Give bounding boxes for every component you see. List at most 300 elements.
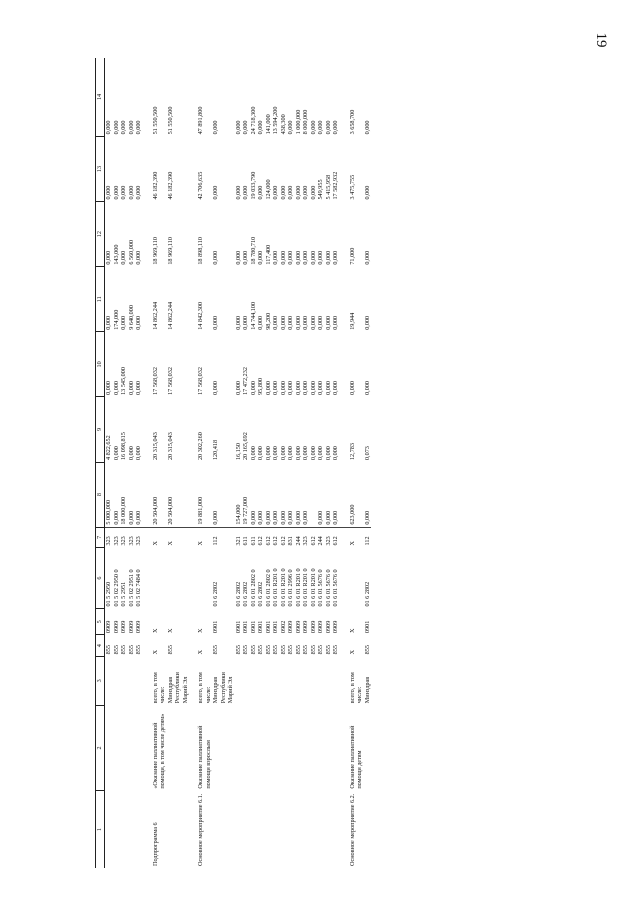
spacer-cell [143, 791, 152, 868]
table-cell: 855 [249, 645, 257, 655]
table-cell: 0,000 [309, 120, 317, 135]
table-cell: 611 [242, 536, 249, 546]
table-cell: 17 582,932 [332, 171, 339, 200]
table-cell [317, 791, 325, 868]
table-cell: X [151, 628, 159, 633]
table-cell: X [197, 541, 204, 546]
table-cell: 3 475,755 [348, 174, 356, 200]
table-cell: Минздрав Республики Марий Эл [166, 672, 189, 704]
table-cell: 5 415,958 [324, 174, 332, 200]
spacer-cell [340, 527, 349, 547]
table-cell: 17 568,032 [197, 367, 204, 395]
table-cell: 0,000 [363, 185, 371, 200]
table-cell: 0,000 [105, 185, 112, 200]
table-cell: 0909 [287, 620, 294, 633]
table-cell: 0,000 [264, 446, 272, 461]
spacer-cell [143, 527, 152, 547]
table-cell: 549,955 [317, 179, 324, 200]
table-cell: 855 [105, 645, 112, 655]
table-cell: 0,000 [120, 185, 127, 200]
table-cell: 0,000 [364, 462, 372, 527]
table-cell: Минздрав [363, 676, 371, 704]
table-cell: 0909 [294, 620, 302, 633]
table-cell [105, 656, 113, 705]
table-cell: 0,000 [325, 462, 333, 527]
table-cell: X [166, 541, 174, 546]
table-cell: 0,000 [127, 120, 135, 135]
column-header: 14 [96, 58, 105, 136]
table-cell: 20 315,043 [151, 432, 159, 461]
column-header: 5 [96, 609, 105, 635]
table-cell [310, 705, 318, 790]
table-cell: всего, в том числе: [348, 672, 363, 704]
table-cell: 01 6 01 R201 0 [272, 568, 279, 607]
table-cell [257, 656, 265, 705]
table-cell: 0,000 [302, 462, 310, 527]
spacer-cell [340, 791, 349, 868]
table-cell: 323 [135, 536, 142, 546]
table-row [152, 58, 167, 868]
spacer-cell [143, 332, 152, 397]
table-cell [235, 656, 243, 705]
table-cell: 0,000 [317, 446, 324, 461]
table-cell [287, 705, 295, 790]
spacer-cell [143, 202, 152, 267]
table-cell [310, 656, 318, 705]
table-cell: 855 [264, 645, 272, 655]
table-cell: 0,000 [302, 446, 309, 461]
table-cell: 0,000 [279, 446, 287, 461]
table-cell: Основное мероприятие 6.1. [197, 793, 204, 866]
table-cell: 8 000,000 [302, 109, 309, 135]
table-cell: 0901 [264, 620, 272, 633]
table-cell [295, 791, 303, 868]
spacer-cell [189, 462, 197, 527]
table-cell: 0909 [105, 620, 112, 633]
table-cell [128, 791, 136, 868]
spacer-cell [143, 548, 152, 609]
table-row [287, 58, 295, 868]
table-row [235, 58, 243, 868]
table-cell: 612 [332, 536, 339, 546]
table-cell: 0909 [309, 620, 317, 633]
table-row [310, 58, 318, 868]
table-cell [364, 791, 372, 868]
table-cell: 17 568,032 [151, 367, 159, 395]
table-cell: 855 [279, 645, 287, 655]
table-cell [265, 705, 273, 790]
table-cell [272, 791, 280, 868]
table-cell [235, 791, 243, 868]
table-cell: 611 [249, 536, 257, 546]
table-cell [250, 791, 258, 868]
table-cell: 0,000 [257, 120, 264, 135]
table-cell: 01 5 02 2951 0 [127, 569, 135, 607]
table-cell: 0,000 [309, 185, 317, 200]
table-row [272, 58, 280, 868]
table-cell: 831 [287, 536, 294, 546]
table-cell: 6 560,000 [127, 239, 135, 265]
table-cell: 0,000 [242, 185, 249, 200]
table-cell: 0,000 [112, 380, 120, 395]
table-cell: 0,000 [287, 380, 294, 395]
table-cell [242, 705, 250, 790]
spacer-cell [143, 58, 152, 136]
table-cell [265, 791, 273, 868]
table-cell: 141,000 [264, 114, 272, 135]
table-cell [302, 656, 310, 705]
table-cell: X [348, 649, 356, 655]
table-cell: 0,000 [280, 462, 288, 527]
table-cell: 14 842,300 [197, 301, 204, 330]
table-cell: 0,000 [264, 380, 272, 395]
table-cell [250, 656, 258, 705]
table-cell: 0,000 [257, 446, 264, 461]
table-cell: 0,000 [105, 315, 112, 330]
table-cell: 0,000 [287, 315, 294, 330]
table-cell: 13 594,200 [272, 106, 279, 135]
table-cell: 0,000 [242, 315, 249, 330]
spacer-cell [189, 58, 197, 136]
table-cell: 0901 [234, 620, 242, 633]
table-cell: 46 182,390 [151, 171, 159, 200]
table-cell: 01 6 01 5676 0 [332, 569, 339, 607]
table-cell [135, 705, 143, 790]
table-cell [257, 705, 265, 790]
table-cell: 0,000 [257, 250, 264, 265]
table-cell [295, 656, 303, 705]
column-header: 13 [96, 136, 105, 201]
table-row [105, 58, 113, 868]
table-cell: 154,000 [235, 462, 243, 527]
table-cell: 0,000 [309, 250, 317, 265]
spacer-cell [340, 635, 349, 656]
spacer-cell [189, 136, 197, 201]
table-cell: 112 [212, 536, 219, 546]
spacer-cell [340, 705, 349, 790]
table-cell: 1 000,000 [294, 109, 302, 135]
table-cell: 855 [317, 645, 324, 655]
table-cell: 855 [272, 645, 279, 655]
table-cell: 855 [287, 645, 294, 655]
table-cell: 51 550,500 [166, 106, 174, 135]
table-row [280, 58, 288, 868]
table-cell: 0,000 [234, 315, 242, 330]
spacer-cell [340, 656, 349, 705]
row-spacer [143, 58, 152, 868]
table-cell: всего, в том числе: [151, 672, 166, 704]
table-cell: 323 [105, 536, 112, 546]
table-cell: 0,000 [302, 315, 309, 330]
table-cell [167, 705, 190, 790]
table-cell: 0,000 [324, 120, 332, 135]
table-cell: 0,000 [332, 315, 339, 330]
table-cell: 0,000 [127, 380, 135, 395]
table-cell: 612 [264, 536, 272, 546]
table-cell: 0909 [127, 620, 135, 633]
table-cell: 0,000 [120, 250, 127, 265]
table-cell: 612 [272, 536, 279, 546]
table-cell: 01 6 01 2802 0 [264, 569, 272, 607]
table-cell: 0,000 [234, 380, 242, 395]
page-number: 19 [593, 32, 609, 48]
table-cell: 855 [294, 645, 302, 655]
table-cell [128, 656, 136, 705]
table-cell: 17 568,032 [166, 367, 174, 395]
table-cell: 0,000 [324, 380, 332, 395]
table-cell: 0,000 [363, 120, 371, 135]
table-row [332, 58, 340, 868]
table-cell [325, 656, 333, 705]
table-cell: X [197, 628, 204, 633]
table-cell: 3 658,700 [348, 109, 356, 135]
spacer-cell [189, 635, 197, 656]
table-cell [167, 791, 190, 868]
table-cell: 16 098,815 [120, 432, 127, 461]
table-row [265, 58, 273, 868]
table-cell: 01 6 01 R201 0 [302, 568, 309, 607]
table-cell: X [166, 628, 174, 633]
table-cell: 01 6 2802 [212, 581, 219, 607]
spacer-cell [143, 397, 152, 462]
table-cell: 98,200 [264, 312, 272, 330]
table-cell [257, 791, 265, 868]
table-cell: 0,000 [105, 380, 112, 395]
table-cell [295, 705, 303, 790]
table-cell: 0,000 [234, 250, 242, 265]
table-cell: 0,000 [309, 315, 317, 330]
table-cell [212, 705, 235, 790]
table-cell: 18 898,110 [197, 237, 204, 265]
table-cell: 01 6 01 5676 0 [317, 569, 324, 607]
table-cell [287, 791, 295, 868]
table-cell: 01 6 01 R201 0 [294, 568, 302, 607]
table-cell: 120,418 [212, 439, 219, 461]
table-cell: 855 [363, 645, 371, 655]
table-cell: 0,000 [287, 185, 294, 200]
table-cell [135, 791, 143, 868]
table-cell [120, 791, 128, 868]
column-header: 2 [96, 705, 105, 790]
table-cell: 0901 [212, 620, 219, 633]
table-cell: 9 640,000 [127, 305, 135, 330]
table-cell: 18 780,710 [249, 236, 257, 265]
table-cell: 0,000 [302, 250, 309, 265]
table-row [197, 58, 212, 868]
table-row [257, 58, 265, 868]
table-cell: 0901 [272, 620, 279, 633]
table-cell: 855 [324, 645, 332, 655]
table-cell: 01 6 2802 [242, 581, 249, 607]
table-cell: 323 [127, 536, 135, 546]
table-cell: 438,300 [279, 114, 287, 135]
table-cell: 0,000 [105, 120, 112, 135]
spacer-cell [189, 791, 197, 868]
table-cell: 0,000 [294, 446, 302, 461]
table-row [167, 58, 190, 868]
table-cell: 0,000 [324, 446, 332, 461]
table-cell: 0909 [112, 620, 120, 633]
spacer-cell [340, 397, 349, 462]
table-cell: 01 6 01 R201 0 [309, 568, 317, 607]
column-header: 6 [96, 548, 105, 609]
table-cell: X [348, 628, 356, 633]
table-cell: Основное мероприятие 6.2. [348, 793, 356, 866]
table-cell [332, 791, 340, 868]
column-header: 1 [96, 791, 105, 868]
table-cell: 855 [212, 645, 219, 655]
table-cell: 244 [294, 536, 302, 546]
table-row [120, 58, 128, 868]
table-row [212, 58, 235, 868]
table-cell: 0,000 [135, 380, 142, 395]
spacer-cell [340, 609, 349, 635]
table-cell [310, 462, 318, 527]
table-cell: 855 [120, 645, 127, 655]
table-cell: 0,000 [294, 250, 302, 265]
table-cell: 01 6 01 5676 0 [324, 569, 332, 607]
table-cell [120, 656, 128, 705]
rotated-table-wrapper [95, 58, 576, 868]
table-cell: 244 [317, 536, 324, 546]
table-cell: 0,000 [127, 185, 135, 200]
table-cell: 0,000 [135, 120, 142, 135]
table-row [325, 58, 333, 868]
table-cell: 0,000 [127, 446, 135, 461]
table-cell: 0,000 [294, 185, 302, 200]
table-cell: 323 [120, 536, 127, 546]
table-cell: 0,000 [105, 250, 112, 265]
table-cell: 0,000 [272, 462, 280, 527]
table-cell [235, 705, 243, 790]
spacer-cell [189, 267, 197, 332]
table-cell: 0901 [242, 620, 249, 633]
spacer-cell [340, 462, 349, 527]
table-cell [242, 791, 250, 868]
table-cell [317, 705, 325, 790]
table-cell: 0,000 [279, 315, 287, 330]
table-body [105, 58, 372, 868]
spacer-cell [189, 705, 197, 790]
table-cell: 0,000 [234, 120, 242, 135]
table-cell: 0,000 [317, 250, 324, 265]
table-cell: 0,000 [272, 250, 279, 265]
table-cell: 0,000 [135, 462, 143, 527]
table-cell: 855 [242, 645, 249, 655]
spacer-cell [340, 136, 349, 201]
table-cell: 0,000 [287, 120, 294, 135]
table-cell: 14 862,244 [166, 301, 174, 330]
table-row [317, 58, 325, 868]
table-cell: 0909 [317, 620, 324, 633]
table-cell: 0,000 [309, 446, 317, 461]
table-cell: 0,000 [257, 185, 264, 200]
table-cell: 12,783 [348, 443, 356, 461]
table-cell: 0,000 [212, 315, 219, 330]
column-header: 4 [96, 635, 105, 656]
table-cell [332, 705, 340, 790]
table-cell: 01 6 2802 [257, 581, 264, 607]
table-row [135, 58, 143, 868]
table-cell: 01 6 01 2802 0 [249, 569, 257, 607]
table-cell: 0909 [324, 620, 332, 633]
table-cell: 18 969,110 [151, 237, 159, 265]
table-cell: 0,000 [120, 315, 127, 330]
table-cell: 0,000 [120, 120, 127, 135]
table-cell: всего, в том числе: [197, 672, 212, 704]
table-cell [310, 791, 318, 868]
table-cell: 0901 [249, 620, 257, 633]
row-spacer [189, 58, 197, 868]
table-cell: 0,000 [212, 120, 219, 135]
table-cell: 0,000 [332, 380, 339, 395]
table-cell: 0,000 [272, 315, 279, 330]
table-cell: 855 [127, 645, 135, 655]
table-cell [113, 791, 121, 868]
table-cell: 0,000 [279, 185, 287, 200]
table-cell: 0909 [302, 620, 309, 633]
table-cell: 0,000 [265, 462, 273, 527]
table-cell: 0,000 [212, 185, 219, 200]
table-cell: 0,000 [317, 462, 325, 527]
table-cell: 0,000 [324, 315, 332, 330]
table-cell [349, 548, 364, 609]
spacer-cell [143, 609, 152, 635]
table-cell: 0,000 [257, 315, 264, 330]
table-cell: 0909 [120, 620, 127, 633]
table-cell [302, 791, 310, 868]
table-row [302, 58, 310, 868]
table-cell: 855 [234, 645, 242, 655]
table-cell: 0901 [257, 620, 264, 633]
table-cell [280, 656, 288, 705]
table-cell: 855 [166, 645, 174, 655]
table-cell: 0,000 [128, 462, 136, 527]
table-cell: 0,000 [242, 120, 249, 135]
table-cell: 0,000 [112, 446, 120, 461]
budget-table [95, 58, 371, 868]
table-cell [287, 656, 295, 705]
table-cell [120, 705, 128, 790]
table-cell: 01 6 2802 [234, 581, 242, 607]
spacer-cell [340, 202, 349, 267]
table-cell: 20 302,260 [197, 432, 204, 461]
table-cell: 20 315,043 [166, 432, 174, 461]
table-cell: 0,000 [234, 185, 242, 200]
table-cell: 01 5 02 7484 0 [135, 569, 142, 607]
spacer-cell [189, 609, 197, 635]
table-cell: 0,073 [363, 446, 371, 461]
spacer-cell [340, 58, 349, 136]
table-cell: 0,000 [332, 462, 340, 527]
spacer-cell [189, 332, 197, 397]
table-cell: X [348, 541, 356, 546]
table-cell: 0,000 [135, 446, 142, 461]
spacer-cell [189, 397, 197, 462]
table-cell [113, 656, 121, 705]
table-cell: 855 [309, 645, 317, 655]
header-row [96, 58, 105, 868]
table-cell: 20 165,692 [242, 432, 249, 461]
table-cell: 01 5 2951 [120, 581, 127, 607]
table-cell: 19 727,000 [242, 462, 250, 527]
table-cell: 0,000 [112, 185, 120, 200]
column-header: 7 [96, 527, 105, 547]
table-cell: 124,000 [264, 179, 272, 200]
table-cell: 19,944 [348, 312, 356, 330]
spacer-cell [143, 267, 152, 332]
table-cell: 0,000 [279, 250, 287, 265]
